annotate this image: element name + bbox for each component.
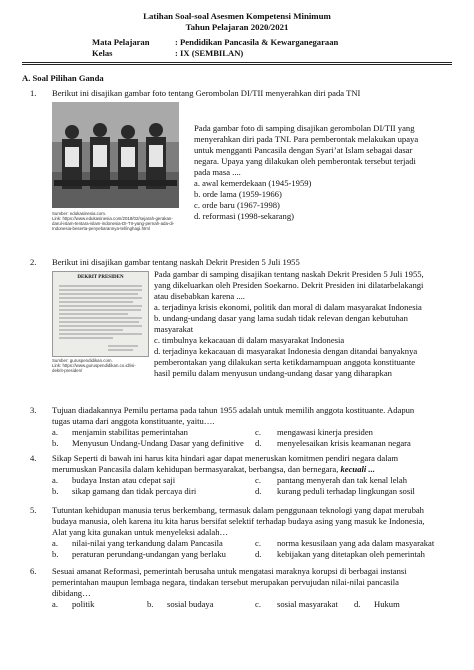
answer-option[interactable]: a. awal kemerdekaan (1945-1959) (194, 178, 312, 188)
document-heading: DEKRIT PRESIDEN (77, 275, 124, 280)
option-letter: a. (52, 599, 58, 609)
class-label: Kelas (92, 48, 113, 58)
q1-body-line: menyerahkan diri pada TNI. Para pemberontak melakukan upaya (194, 134, 419, 144)
option-letter: c. (255, 599, 261, 609)
stem-emphasis: kecuali ... (340, 464, 375, 474)
question-stem: Berikut ini disajikan gambar foto tentang Gerombolan DI/TII menyerahkan diri pada TNI (52, 88, 361, 98)
option-letter: a. (52, 427, 58, 437)
answer-option[interactable]: c. orde baru (1967-1998) (194, 200, 280, 210)
stem-text: merumuskan Pancasila dalam kehidupan bermasyarakat, berbangsa, dan bernegara, (52, 464, 341, 474)
photo-caption-line: Indonesia-beserta-penyebarannya-tel/inghagi.html (52, 226, 150, 231)
q2-body-line: atau disebabkan karena .... (154, 291, 245, 301)
answer-option[interactable]: c. timbulnya kekacauan di dalam masyarakat Indonesia (154, 335, 345, 345)
answer-option[interactable]: a. terjadinya krisis ekonomi, politik dan moral di dalam masyarakat Indonesia (154, 302, 422, 312)
question-number: 3. (30, 405, 37, 415)
answer-option[interactable]: sosial masyarakat (277, 599, 338, 609)
question-stem-line: tugas utama dari anggota konstituante, yaitu…. (52, 416, 215, 426)
option-letter: d. (354, 599, 361, 609)
subject-value: : Pendidikan Pancasila & Kewarganegaraan (175, 37, 339, 47)
q2-body-line: yang dikeluarkan oleh Presiden Soekarno. Dekrit Presiden ini dilatarbelakangi (154, 280, 424, 290)
section-heading: A. Soal Pilihan Ganda (22, 73, 104, 83)
document-caption-line: Link: https://www.guruspendidikan.co.id/isi- (52, 363, 136, 368)
answer-option[interactable]: peraturan perundang-undangan yang berlaku (72, 549, 226, 559)
q1-body-line: negara. Upaya yang dilakukan oleh pemberontak tersebut terjadi (194, 156, 416, 166)
question-stem-line: Sikap Seperti di bawah ini harus kita hindari agar dapat meneruskan komitmen pendiri negara dalam (52, 453, 399, 463)
question-stem-line: Alat yang kita gunakan untuk menyeleksi adalah… (52, 527, 229, 537)
document-caption-line: dekrit-presiden/ (52, 368, 83, 373)
option-letter: c. (255, 475, 261, 485)
q1-body-line: Pada gambar foto di samping disajikan gerombolan DI/TII yang (194, 123, 415, 133)
class-value: : IX (SEMBILAN) (175, 48, 244, 58)
page-title: Latihan Soal-soal Asesmen Kompetensi Minimum (143, 11, 331, 21)
answer-option-cont: masyarakat (154, 324, 194, 334)
question-number: 2. (30, 257, 37, 267)
answer-option[interactable]: mengawasi kinerja presiden (277, 427, 373, 437)
answer-option[interactable]: norma kesusilaan yang ada dalam masyarakat (277, 538, 435, 548)
answer-option[interactable]: d. terjadinya kekacauan di masyarakat Indonesia dengan ditandai banyaknya (154, 346, 418, 356)
question-stem-line: budaya manusia, oleh karena itu kita harus bersifat selektif terhadap budaya asing yang masuk ke Indonesia, (52, 516, 425, 526)
question-number: 5. (30, 505, 37, 515)
answer-option[interactable]: kurang peduli terhadap lingkungan sosil (277, 486, 415, 496)
question-stem-line: pemerintahan maupun lembaga negara, tindakan tersebut merupakan pervujudan nilai-nilai pancasila (52, 577, 399, 587)
subject-label: Mata Pelajaran (92, 37, 150, 47)
photo-caption-line: darul-islam-tentara-islam-indonesia-DI-TII-yang-pernah-ada-di- (52, 221, 175, 226)
answer-option-cont: pemberontakan yang dilakukan serta ketikdamampuan anggota konstituante (154, 357, 416, 367)
option-letter: c. (255, 538, 261, 548)
answer-option-cont: hasil pemilu dalam menyusun undang-undang dasar yang diharapkan (154, 368, 392, 378)
option-letter: a. (52, 538, 58, 548)
answer-option[interactable]: b. undang-undang dasar yang lama sudah tidak relevan dengan kebutuhan (154, 313, 408, 323)
q2-body-line: Pada gambar di samping disajikan tentang naskah Dekrit Presiden 5 Juli 1955, (154, 269, 424, 279)
question-number: 4. (30, 453, 37, 463)
answer-option[interactable]: kebijakan yang ditetapkan oleh pemerintah (277, 549, 425, 559)
answer-option[interactable]: menyelesaikan krisis keamanan negara (277, 438, 411, 448)
answer-option[interactable]: sikap gamang dan tidak percaya diri (72, 486, 197, 496)
option-letter: b. (52, 438, 59, 448)
option-letter: d. (255, 486, 262, 496)
option-letter: d. (255, 549, 262, 559)
header-rule-top (22, 62, 452, 63)
answer-option[interactable]: Hukum (374, 599, 400, 609)
option-letter: b. (147, 599, 154, 609)
option-letter: b. (52, 486, 59, 496)
question-number: 1. (30, 88, 37, 98)
di-tii-photo (52, 102, 179, 208)
answer-option[interactable]: politik (72, 599, 95, 609)
answer-option[interactable]: budaya Instan atau cdepat saji (72, 475, 176, 485)
dekrit-document-image (52, 271, 149, 357)
q1-body-line: untuk mengganti Pancasila dengan Syari’at Islam sebagai dasar (194, 145, 413, 155)
question-stem: Berikut ini disajikan gambar tentang naskah Dekrit Presiden 5 Juli 1955 (52, 257, 300, 267)
answer-option[interactable]: pantang menyerah dan tak kenal lelah (277, 475, 408, 485)
answer-option[interactable]: b. orde lama (1959-1966) (194, 189, 282, 199)
option-letter: b. (52, 549, 59, 559)
answer-option[interactable]: sosial budaya (167, 599, 214, 609)
header-rule-bottom (22, 64, 452, 65)
document-caption-line: Sumber: guruspendidikan.com. (52, 358, 113, 363)
question-number: 6. (30, 566, 37, 576)
option-letter: a. (52, 475, 58, 485)
question-stem-line: Tutuntan kehidupan manusia terus berkembang, termasuk dalam penggunaan teknologi yang dapat merubah (52, 505, 424, 515)
photo-caption-line: Sumber: edukasinesia.com. (52, 211, 107, 216)
answer-option[interactable]: nilai-nilai yang terkandung dalam Pancasila (72, 538, 223, 548)
answer-option[interactable]: d. reformasi (1998-sekarang) (194, 211, 294, 221)
question-stem-line: Sesuai amanat Reformasi, pemerintah berusaha untuk mengatasi maraknya korupsi di berbagai instansi (52, 566, 407, 576)
photo-caption-line: Link: https://www.edukasinesia.com/2018/02/sejarah-gerakan- (52, 216, 173, 221)
option-letter: c. (255, 427, 261, 437)
answer-option[interactable]: Menyusun Undang-Undang Dasar yang definitive (72, 438, 244, 448)
question-stem-line: dibidang… (52, 588, 91, 598)
question-stem-line (52, 464, 375, 475)
school-year: Tahun Pelajaran 2020/2021 (185, 22, 289, 32)
question-stem-line: Tujuan diadakannya Pemilu pertama pada tahun 1955 adalah untuk memilih anggota kostituante. Adapun (52, 405, 415, 415)
q1-body-line: pada masa .... (194, 167, 241, 177)
answer-option[interactable]: menjamin stabilitas pemerintahan (72, 427, 188, 437)
option-letter: d. (255, 438, 262, 448)
